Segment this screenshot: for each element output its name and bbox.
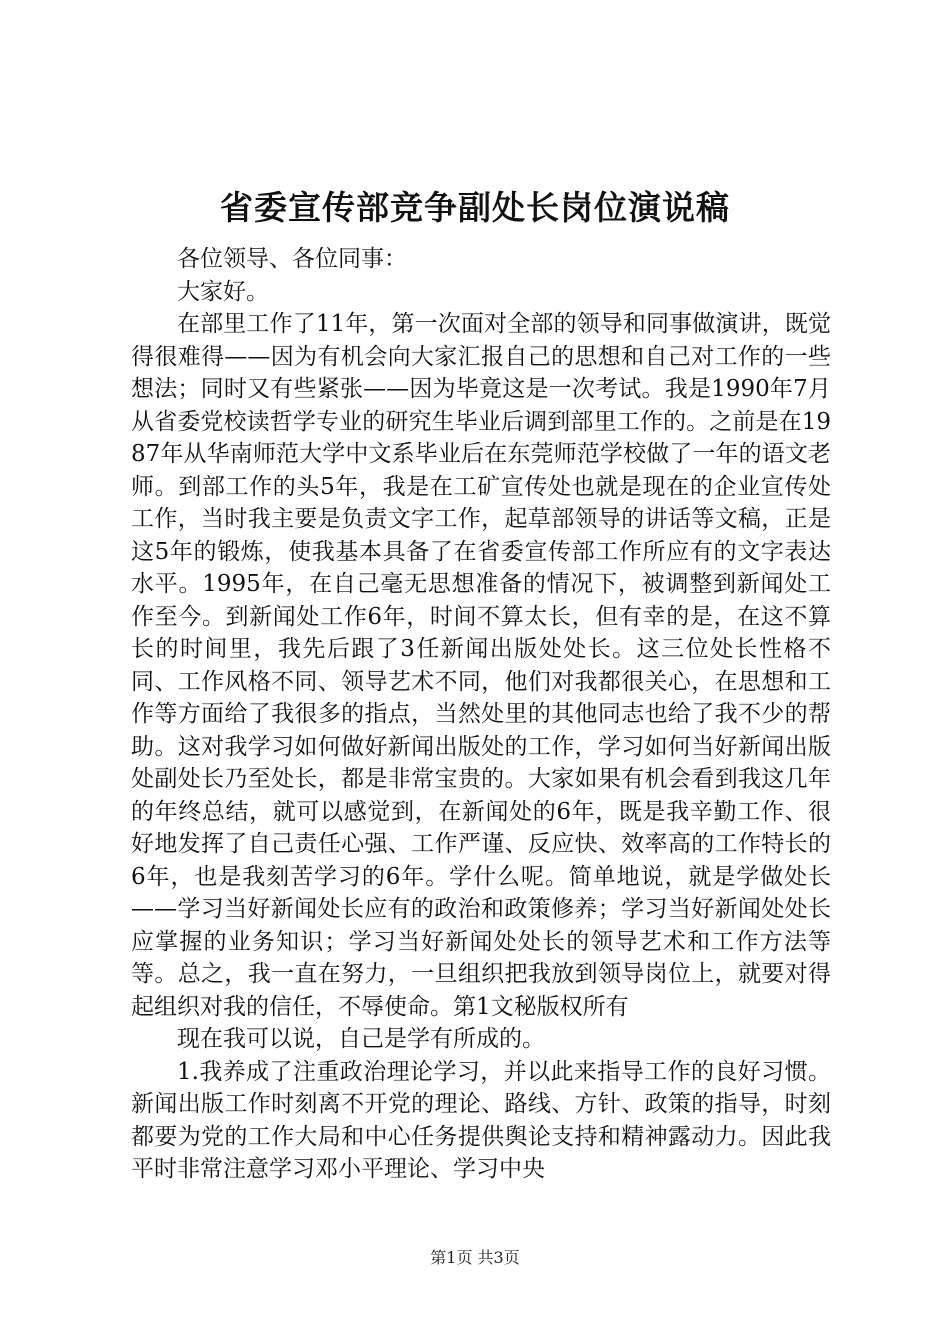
body-paragraph: 现在我可以说，自己是学有所成的。 [177, 1026, 545, 1052]
body-paragraph: 1.我养成了注重政治理论学习，并以此来指导工作的良好习惯。新闻出版工作时刻离不开党的理论、路线、方针、政策的指导，时刻都要为党的工作大局和中心任务提供舆论支持和精神露动力。因此我平时非常注意学习邓小平理论、学习中央 [131, 1058, 831, 1182]
document-title: 省委宣传部竞争副处长岗位演说稿 [220, 188, 730, 227]
document-body [131, 243, 831, 1186]
greeting: 大家好。 [177, 278, 269, 305]
page-footer: 第1页 共3页 [430, 1248, 520, 1267]
body-paragraph: 在部里工作了11年，第一次面对全部的领导和同事做演讲，既觉得很难得——因为有机会向大家汇报自己的思想和自己对工作的一些想法；同时又有些紧张——因为毕竟这是一次考试。我是1990年7月从省委党校读哲学专业的研究生毕业后调到部里工作的。之前是在1987年从华南师范大学中文系毕业后在东莞师范学校做了一年的语文老师。到部工作的头5年，我是在工矿宣传处也就是现在的企业宣传处工作，当时我主要是负责文字工作，起草部领导的讲话等文稿，正是这5年的锻炼，使我基本具备了在省委宣传部工作所应有的文字表达水平。1995年，在自己毫无思想准备的情况下，被调整到新闻处工作至今。到新闻处工作6年，时间不算太长，但有幸的是，在这不算长的时间里，我先后跟了3任新闻出版处处长。这三位处长性格不同、工作风格不同、领导艺术不同，他们对我都很关心，在思想和工作等方面给了我很多的指点，当然处里的其他同志也给了我不少的帮助。这对我学习如何做好新闻出版处的工作，学习如何当好新闻出版处副处长乃至处长，都是非常宝贵的。大家如果有机会看到我这几年的年终总结，就可以感觉到，在新闻处的6年，既是我辛勤工作、很好地发挥了自己责任心强、工作严谨、反应快、效率高的工作特长的6年，也是我刻苦学习的6年。学什么呢。简单地说，就是学做处长——学习当好新闻处长应有的政治和政策修养；学习当好新闻处处长应掌握的业务知识；学习当好新闻处处长的领导艺术和工作方法等等。总之，我一直在努力，一旦组织把我放到领导岗位上，就要对得起组织对我的信任，不辱使命。第1文秘版权所有 [131, 311, 831, 1020]
salutation: 各位领导、各位同事： [177, 246, 407, 272]
